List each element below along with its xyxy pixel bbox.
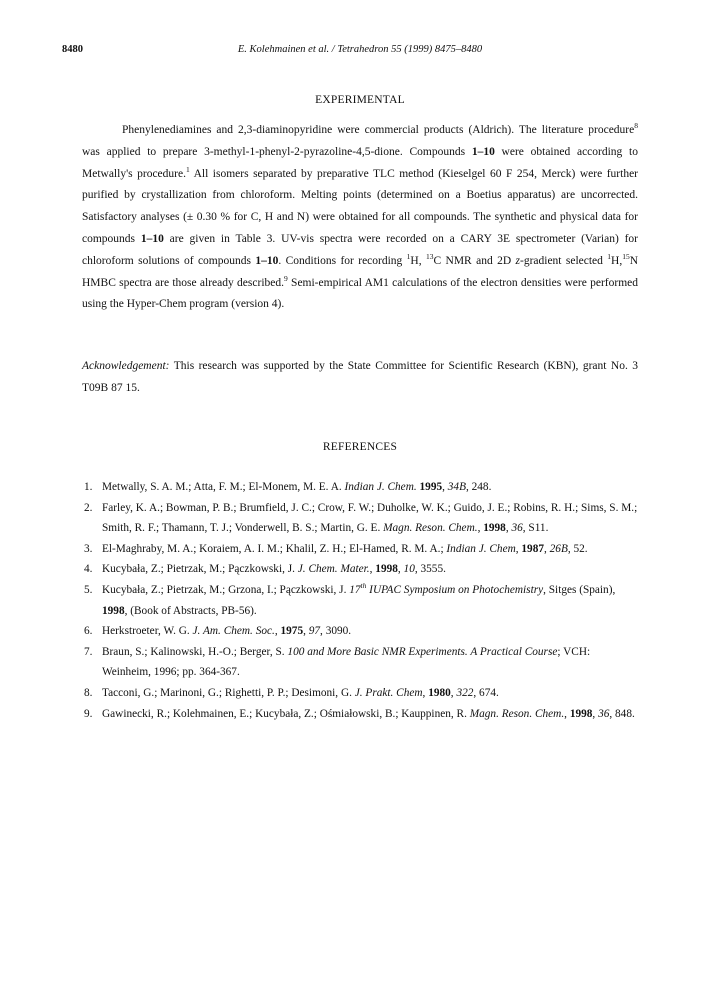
references-heading: REFERENCES [322, 441, 398, 453]
experimental-heading: EXPERIMENTAL [315, 94, 405, 106]
reference-text: Gawinecki, R.; Kolehmainen, E.; Kucybała, Z.; Ośmiałowski, B.; Kauppinen, R. Magn. Reson. Chem., 1998, 36, 848. [102, 707, 635, 720]
page-number: 8480 [62, 44, 83, 55]
experimental-section [82, 120, 638, 316]
reference-item [84, 498, 638, 539]
reference-list [84, 477, 638, 724]
reference-number: 8. [84, 686, 93, 699]
reference-number: 1. [84, 481, 93, 493]
reference-number: 3. [84, 542, 93, 555]
reference-number: 5. [84, 583, 93, 596]
reference-text: Metwally, S. A. M.; Atta, F. M.; El-Monem, M. E. A. Indian J. Chem. 1995, 34B, 248. [102, 481, 492, 493]
reference-item [84, 683, 638, 704]
reference-text: El-Maghraby, M. A.; Koraiem, A. I. M.; Khalil, Z. H.; El-Hamed, R. M. A.; Indian J. Chem, 1987, 26B, 52. [102, 542, 588, 555]
reference-item [84, 580, 638, 621]
reference-item [84, 642, 638, 683]
running-head: E. Kolehmainen et al. / Tetrahedron 55 (1999) 8475–8480 [237, 44, 483, 55]
reference-item [84, 539, 638, 560]
reference-text: Tacconi, G.; Marinoni, G.; Righetti, P. P.; Desimoni, G. J. Prakt. Chem, 1980, 322, 674. [102, 686, 499, 699]
reference-number: 6. [84, 625, 93, 638]
reference-number: 4. [84, 563, 93, 576]
page-header [62, 44, 658, 58]
reference-text: Herkstroeter, W. G. J. Am. Chem. Soc., 1975, 97, 3090. [102, 625, 352, 638]
reference-item [84, 704, 638, 725]
reference-text: Kucybała, Z.; Pietrzak, M.; Grzona, I.; Pączkowski, J. 17th IUPAC Symposium on Photochemistry, Sitges (Spain), 1998, (Book of Abstracts, PB-56). [102, 581, 616, 617]
reference-text: Braun, S.; Kalinowski, H.-O.; Berger, S. 100 and More Basic NMR Experiments. A Practical Course; VCH: Weinheim, 1996; pp. 364-367. [102, 645, 591, 679]
reference-number: 7. [84, 645, 93, 658]
acknowledgement-label: Acknowledgement: [82, 360, 170, 372]
reference-item [84, 477, 638, 498]
reference-number: 2. [84, 501, 93, 514]
reference-text: Farley, K. A.; Bowman, P. B.; Brumfield, J. C.; Crow, F. W.; Duholke, W. K.; Guido, J. E.; Robins, R. H.; Sims, S. M.; Smith, R. F.; Thamann, T. J.; Vonderwell, B. S.; Martin, G. E. Magn. Reson. Chem., 1998, 36, S11. [102, 501, 638, 535]
reference-item [84, 559, 638, 580]
reference-item [84, 621, 638, 642]
acknowledgement-text: This research was supported by the State Committee for Scientific Research (KBN), grant No. 3 T09B 87 15. [82, 360, 638, 394]
reference-text: Kucybała, Z.; Pietrzak, M.; Pączkowski, J. J. Chem. Mater., 1998, 10, 3555. [102, 563, 446, 576]
acknowledgement-section [82, 356, 638, 400]
reference-number: 9. [84, 707, 93, 720]
acknowledgement-paragraph [82, 356, 638, 400]
experimental-paragraph: Phenylenediamines and 2,3-diaminopyridine were commercial products (Aldrich). The literature procedure$^8$ was applied to prepare 3-methyl-1-phenyl-2-pyrazoline-4,5-dione. Compounds 1–10 were obtained according to Metwally's procedure.$^1$ All isomers separated by preparative TLC method (Kieselgel 60 F 254, Merck) were further purified by crystallization from chloroform. Melting points (determined on a Boetius apparatus) are uncorrected. Satisfactory analyses (± 0.30 % for C, H and N) were obtained for all compounds. The synthetic and physical data for compounds 1–10 are given in Table 3. UV-vis spectra were recorded on a CARY 3E spectrometer (Varian) for chloroform solutions of compounds 1–10. Conditions for recording $^1$H, $^{13}$C NMR and 2D z-gradient selected $^1$H,$^{15}$N HMBC spectra are those already described.$^9$ Semi-empirical AM1 calculations of the electron densities were performed using the Hyper-Chem program (version 4). [82, 121, 639, 311]
